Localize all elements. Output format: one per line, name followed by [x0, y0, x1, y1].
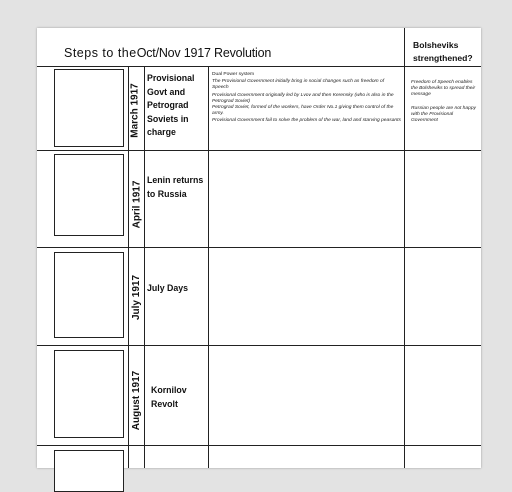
date-label: July 1917: [131, 274, 143, 320]
row-divider-1: [37, 150, 481, 151]
picture-box: [54, 154, 124, 236]
event-title: July Days: [147, 283, 189, 293]
date-label: March 1917: [130, 82, 142, 138]
event-title: Provisional Govt and Petrograd Soviets in charge: [147, 73, 195, 137]
picture-box: [54, 450, 124, 492]
column-divider-event: [144, 66, 145, 468]
worksheet-page: [37, 28, 481, 468]
picture-box: [54, 350, 124, 438]
column-divider-bolsheviks: [404, 28, 405, 468]
event-title: Kornilov Revolt: [151, 385, 187, 409]
row-divider-3: [37, 345, 481, 346]
bolsheviks-column-header: Bolsheviks strengthened?: [413, 40, 473, 63]
date-label: August 1917: [131, 370, 142, 430]
bolsheviks-notes: Freedom of Speech enables the Bolsheviks to spread their message Russian people are not happy with the Provisional Government: [411, 80, 476, 124]
header-divider: [37, 66, 481, 67]
page-title: Steps to theOct/Nov 1917 Revolution: [64, 46, 272, 60]
picture-box: [54, 252, 124, 338]
picture-box: [54, 69, 124, 147]
event-title: Lenin returns to Russia: [147, 175, 204, 199]
date-label: April 1917: [131, 180, 142, 228]
row-divider-2: [37, 247, 481, 248]
event-notes: Dual Power system The Provisional Government initially bring in social changes such as freedom of Speech Provisional Government originally led by Lvov and then Kerensky (who is also in the Petrograd Soviet) Petrograd Soviet, formed of the workers, have Order No.1 giving them control of the army. Provisional Government fail to solve the problem of the war, land and starving peasants: [212, 72, 401, 124]
row-divider-4: [37, 445, 481, 446]
